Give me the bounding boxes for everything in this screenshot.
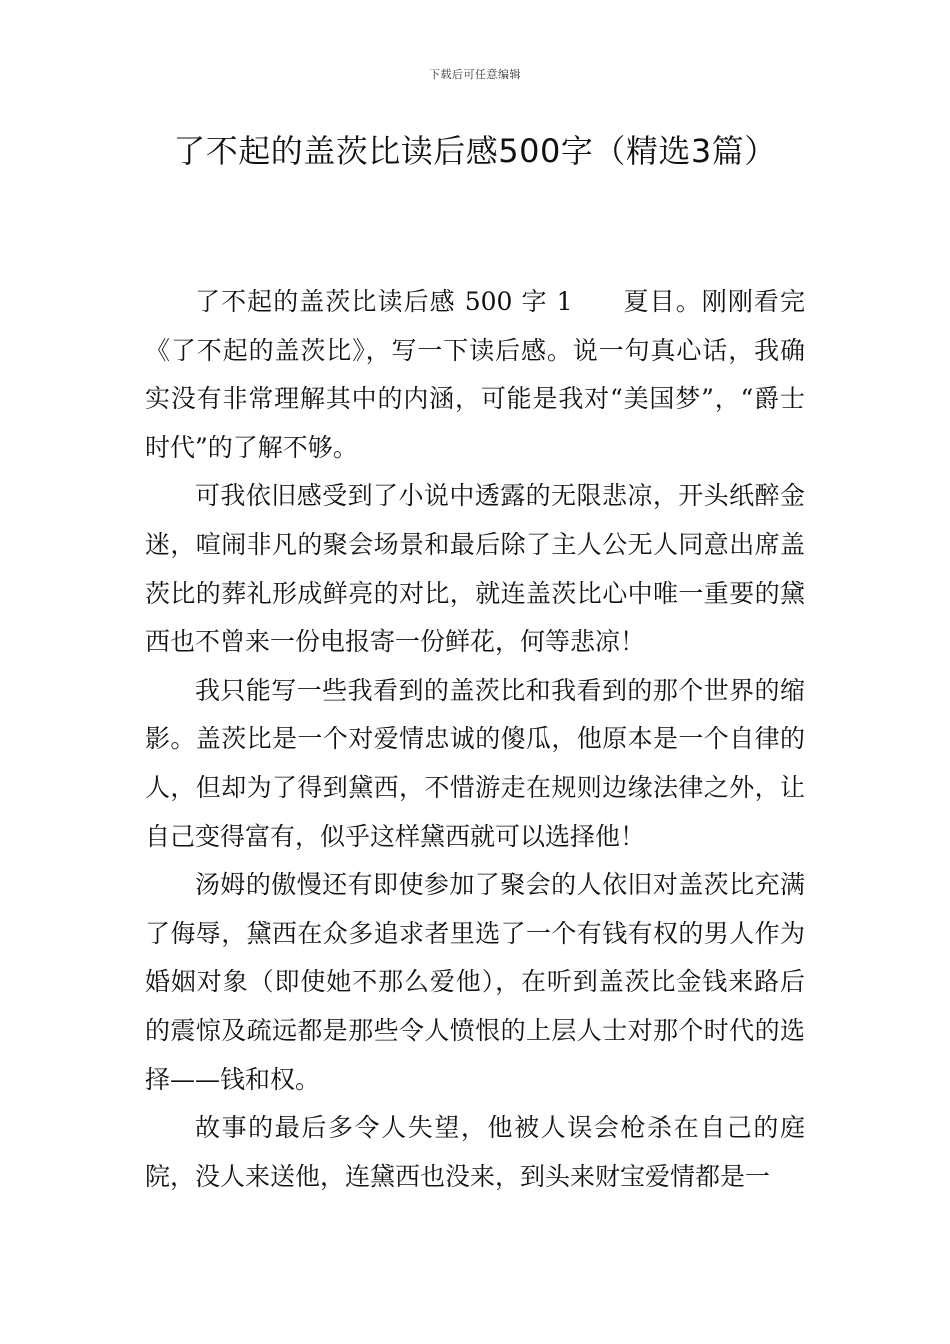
paragraph-5: 故事的最后多令人失望，他被人误会枪杀在自己的庭院，没人来送他，连黛西也没来，到头来财宝爱情都是一 (145, 1113, 805, 1191)
paragraph-2: 可我依旧感受到了小说中透露的无限悲凉，开头纸醉金迷，喧闹非凡的聚会场景和最后除了主人公无人同意出席盖茨比的葬礼形成鲜亮的对比，就连盖茨比心中唯一重要的黛西也不曾来一份电报寄一份鲜花，何等悲凉！ (145, 481, 805, 657)
paragraph-1 (145, 278, 805, 472)
header-note: 下载后可任意编辑 (429, 68, 521, 81)
essay-heading: 了不起的盖茨比读后感 500 字 1 (195, 287, 573, 316)
document-title: 了不起的盖茨比读后感500字（精选3篇） (173, 132, 777, 170)
paragraph-4: 汤姆的傲慢还有即使参加了聚会的人依旧对盖茨比充满了侮辱，黛西在众多追求者里选了一个有钱有权的男人作为婚姻对象（即使她不那么爱他），在听到盖茨比金钱来路后的震惊及疏远都是那些令人愤恨的上层人士对那个时代的选择——钱和权。 (145, 870, 805, 1094)
document-body (145, 278, 805, 1201)
paragraph-1-text: 夏目。刚刚看完《了不起的盖茨比》，写一下读后感。说一句真心话，我确实没有非常理解其中的内涵，可能是我对“美国梦”，“爵士时代”的了解不够。 (145, 287, 805, 462)
paragraph-3: 我只能写一些我看到的盖茨比和我看到的那个世界的缩影。盖茨比是一个对爱情忠诚的傻瓜，他原本是一个自律的人，但却为了得到黛西，不惜游走在规则边缘法律之外，让自己变得富有，似乎这样黛西就可以选择他！ (145, 675, 805, 851)
